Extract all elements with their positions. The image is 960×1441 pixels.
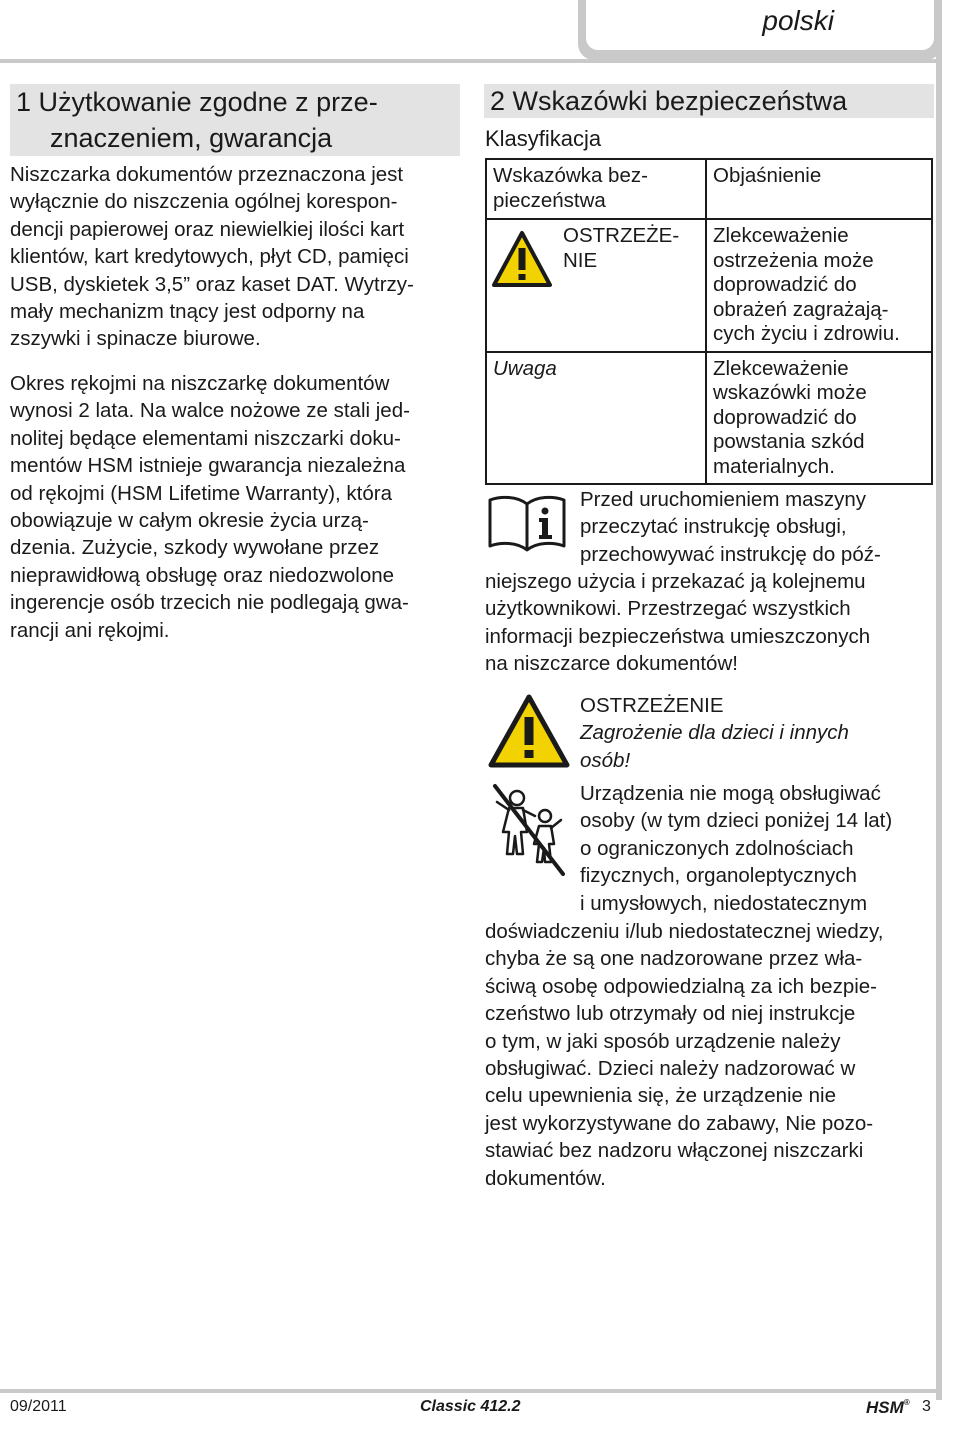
table-header-row xyxy=(486,159,932,219)
text-line: celu upewnienia się, że urządzenie nie xyxy=(485,1084,837,1108)
warning-label-text: NIE xyxy=(563,248,598,272)
text-line: obsługiwać. Dzieci należy nadzorować w xyxy=(485,1057,856,1081)
text-line: ingerencje osób trzecich nie podlegają gwa- xyxy=(10,591,409,615)
text-line: ściwą osobę odpowiedzialną za ich bezpie- xyxy=(485,974,878,998)
table-cell-warning-label xyxy=(486,219,706,352)
brand-name: HSM xyxy=(866,1398,904,1417)
text-line: o tym, w jaki sposób urządzenie należy xyxy=(485,1029,841,1053)
classification-subtitle: Klasyfikacja xyxy=(485,126,602,151)
text-line: obrażeń zagrażają- xyxy=(713,297,889,321)
text-line: zszywki i spinacze biurowe. xyxy=(10,327,261,351)
section-1-title-line-2: znaczeniem, gwarancja xyxy=(50,123,333,153)
text-line: na niszczarce dokumentów! xyxy=(485,652,738,676)
text-line: fizycznych, organoleptycznych xyxy=(580,864,857,888)
no-children-icon xyxy=(487,780,571,880)
right-border xyxy=(936,0,942,1400)
table-header-hint xyxy=(486,159,706,219)
table-header-text: Wskazówka bez- xyxy=(493,164,648,187)
text-line: nieprawidłową obsługę oraz niedozwolone xyxy=(10,563,395,587)
text-line: ostrzeżenia może xyxy=(713,248,874,272)
text-line: klientów, kart kredytowych, płyt CD, pamięci xyxy=(10,245,409,269)
table-header-explanation xyxy=(706,159,932,219)
text-line: Okres rękojmi na niszczarkę dokumentów xyxy=(10,372,390,395)
language-label: polski xyxy=(586,0,934,50)
text-line: doświadczeniu i/lub niedostatecznej wiedzy, xyxy=(485,920,884,943)
info-full-text xyxy=(485,568,935,678)
text-line: USB, dyskietek 3,5” oraz kaset DAT. Wytrzy- xyxy=(10,272,414,296)
table-row xyxy=(486,219,932,352)
table-header-text: pieczeństwa xyxy=(493,188,606,212)
warning-label-text: OSTRZEŻE- xyxy=(563,224,680,247)
table-row xyxy=(486,352,932,485)
text-line: jest wykorzystywane do zabawy, Nie pozo- xyxy=(485,1111,874,1135)
text-line: osoby (w tym dzieci poniżej 14 lat) xyxy=(580,809,893,833)
text-line: doprowadzić do xyxy=(713,273,857,296)
text-line: Zlekceważenie xyxy=(713,356,849,380)
footer-page-number: 3 xyxy=(922,1398,931,1415)
text-line: chyba że są one nadzorowane przez wła- xyxy=(485,947,863,971)
text-line: wynosi 2 lata. Na walce nożowe ze stali jed- xyxy=(10,399,410,423)
read-manual-icon xyxy=(487,492,567,554)
text-line: dokumentów. xyxy=(485,1166,606,1190)
section-1-title-line-1: 1 Użytkowanie zgodne z prze- xyxy=(16,87,378,117)
footer-model: Classic 412.2 xyxy=(420,1398,521,1415)
text-line: niejszego użycia i przekazać ją kolejnemu xyxy=(485,570,866,593)
text-line: doprowadzić do xyxy=(713,405,857,429)
warning-subtitle: Zagrożenie dla dzieci i innych xyxy=(580,721,849,745)
text-line: dzenia. Zużycie, szkody wywołane przez xyxy=(10,536,380,560)
section-1-paragraph-2 xyxy=(10,370,462,644)
caution-label-text: Uwaga xyxy=(493,356,557,380)
classification-table xyxy=(485,158,933,485)
text-line: Niszczarka dokumentów przeznaczona jest xyxy=(10,163,404,186)
text-line: od rękojmi (HSM Lifetime Warranty), która xyxy=(10,481,392,505)
language-tab xyxy=(578,0,942,60)
table-header-text: Objaśnienie xyxy=(713,164,822,187)
warning-indented-text xyxy=(580,780,935,917)
text-line: mentów HSM istnieje gwarancja niezależna xyxy=(10,454,406,478)
text-line: dencji papierowej oraz niewielkiej ilości kart xyxy=(10,217,405,241)
text-line: użytkownikowi. Przestrzegać wszystkich xyxy=(485,597,851,621)
section-1-heading xyxy=(10,84,460,156)
text-line: przechowywać instrukcję do póź- xyxy=(580,542,881,566)
info-indented-text xyxy=(580,486,881,568)
text-line: powstania szkód xyxy=(713,430,865,453)
footer-date: 09/2011 xyxy=(10,1398,67,1415)
text-line: Zlekceważenie xyxy=(713,224,849,247)
text-line: rancji ani rękojmi. xyxy=(10,618,170,642)
header-rule xyxy=(0,59,942,63)
warning-triangle-icon xyxy=(487,693,571,769)
text-line: Przed uruchomieniem maszyny xyxy=(580,488,866,511)
warning-heading xyxy=(580,692,935,774)
warning-full-text xyxy=(485,918,935,1192)
text-line: czeństwo lub otrzymały od niej instrukcje xyxy=(485,1002,856,1026)
text-line: informacji bezpieczeństwa umieszczonych xyxy=(485,624,871,648)
table-cell-warning-text xyxy=(706,219,932,352)
table-cell-caution-label xyxy=(486,352,706,485)
warning-triangle-icon xyxy=(491,230,553,288)
footer-brand-logo: HSM® xyxy=(866,1398,910,1417)
warning-title: OSTRZEŻENIE xyxy=(580,694,724,717)
text-line: obowiązuje w całym okresie życia urzą- xyxy=(10,509,369,533)
text-line: o ograniczonych zdolnościach xyxy=(580,836,854,860)
section-1-paragraph-1 xyxy=(10,161,462,353)
footer-rule xyxy=(0,1389,942,1393)
section-2-heading: 2 Wskazówki bezpieczeństwa xyxy=(484,84,934,118)
text-line: mały mechanizm tnący jest odporny na xyxy=(10,300,365,324)
text-line: nolitej będące elementami niszczarki doku- xyxy=(10,426,401,450)
text-line: materialnych. xyxy=(713,454,835,478)
text-line: wyłącznie do niszczenia ogólnej korespon- xyxy=(10,190,398,214)
table-cell-caution-text xyxy=(706,352,932,485)
text-line: cych życiu i zdrowiu. xyxy=(713,322,900,345)
text-line: stawiać bez nadzoru włączonej niszczarki xyxy=(485,1139,864,1163)
text-line: wskazówki może xyxy=(713,381,867,404)
text-line: Urządzenia nie mogą obsługiwać xyxy=(580,782,881,805)
text-line: i umysłowych, niedostatecznym xyxy=(580,891,868,915)
warning-subtitle: osób! xyxy=(580,748,631,772)
text-line: przeczytać instrukcję obsługi, xyxy=(580,515,847,539)
